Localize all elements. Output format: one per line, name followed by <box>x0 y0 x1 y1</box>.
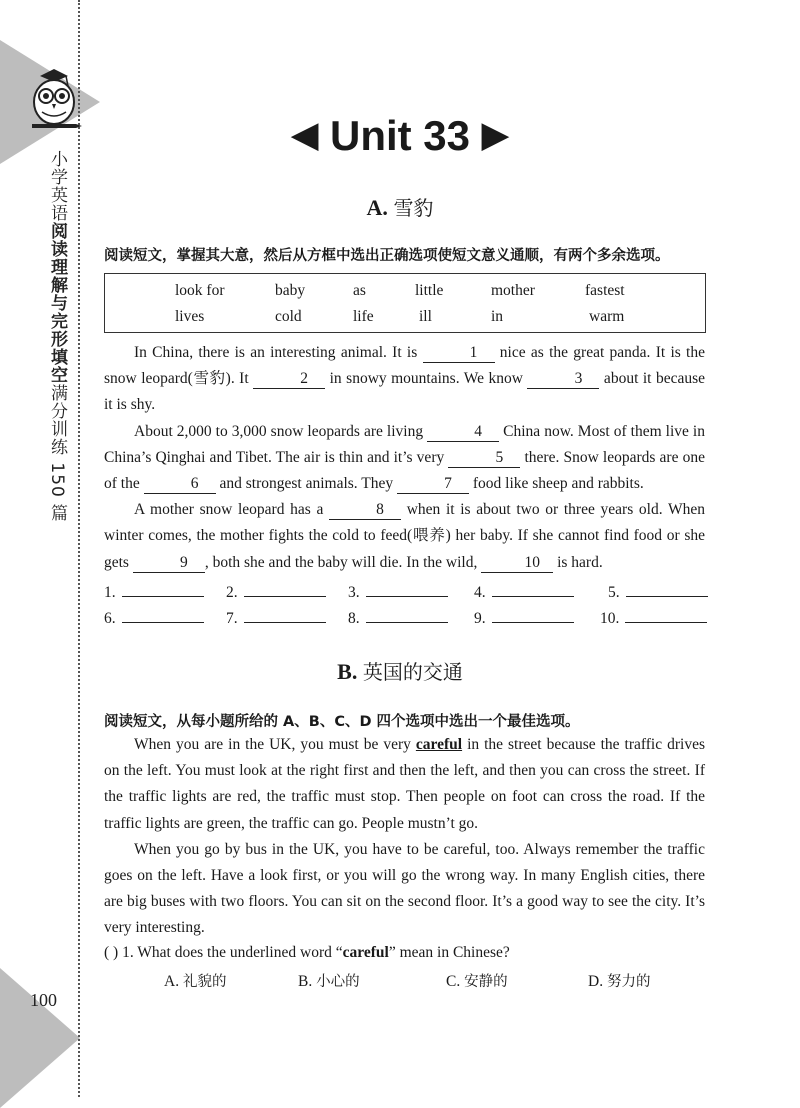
answer-slot[interactable]: 1. <box>104 580 204 602</box>
word-option: cold <box>275 308 302 325</box>
word-box-row <box>105 282 705 304</box>
unit-title <box>0 112 800 160</box>
word-option: in <box>491 308 504 325</box>
word-option: life <box>353 308 374 325</box>
section-a-heading: A. 雪豹 <box>366 195 434 220</box>
answer-slot[interactable]: 8. <box>348 606 448 628</box>
passage-paragraph: When you go by bus in the UK, you have to be careful, too. Always remember the traffic goes on the left. Have a look first, or you will go the wrong way. In many English cities, there are big buses with two floors. You can sit on the second floor. It’s a good way to see the city. It’s very interesting. <box>104 840 705 937</box>
section-a-passage <box>104 340 705 576</box>
section-b-heading: B. 英国的交通 <box>337 659 463 684</box>
word-option: look for <box>175 282 225 299</box>
answer-slot[interactable]: 7. <box>226 606 326 628</box>
blank-9: 9 <box>133 554 205 573</box>
blank-6: 6 <box>144 475 216 494</box>
option-c[interactable]: C. 安静的 <box>446 973 508 990</box>
answer-slot[interactable]: 9. <box>474 606 574 628</box>
passage-paragraph: About 2,000 to 3,000 snow leopards are living 4 China now. Most of them live in China’s Qinghai and Tibet. The air is thin and it’s very 5 there. Snow leopards are one of the 6 and strongest animals. They 7 food like sheep and rabbits. <box>104 422 705 493</box>
left-triangle-icon: ◀ <box>291 116 318 154</box>
section-b-passage <box>104 732 705 942</box>
blank-4: 4 <box>427 423 499 442</box>
answer-row <box>104 606 705 630</box>
blank-1: 1 <box>423 344 495 363</box>
option-a[interactable]: A. 礼貌的 <box>164 973 227 990</box>
page-number: 100 <box>30 990 57 1010</box>
unit-title-text: Unit 33 <box>329 112 471 159</box>
question-1-options <box>104 970 705 994</box>
word-option: mother <box>491 282 535 299</box>
section-b-instruction: 阅读短文，从每小题所给的 A、B、C、D 四个选项中选出一个最佳选项。 <box>104 714 580 730</box>
corner-triangle-bottom <box>0 968 80 1108</box>
answer-slot[interactable]: 2. <box>226 580 326 602</box>
word-option: little <box>415 282 444 299</box>
word-option: as <box>353 282 366 299</box>
passage-paragraph: A mother snow leopard has a 8 when it is about two or three years old. When winter comes, the mother fights the cold to feed(喂养) her baby. If she cannot find food or she gets 9 , both she and the baby will die. In the wild, 10 is hard. <box>104 501 705 571</box>
blank-8: 8 <box>329 501 401 520</box>
option-d[interactable]: D. 努力的 <box>588 973 651 990</box>
answer-slot[interactable]: 5. <box>608 580 708 602</box>
word-option: ill <box>419 308 432 325</box>
word-option: lives <box>175 308 205 325</box>
underlined-keyword: careful <box>415 736 463 753</box>
word-box-row <box>105 308 705 330</box>
blank-5: 5 <box>448 449 520 468</box>
answer-slot[interactable]: 10. <box>600 606 707 628</box>
word-box <box>104 273 706 333</box>
answer-slot[interactable]: 6. <box>104 606 204 628</box>
right-triangle-icon: ▶ <box>482 116 509 154</box>
blank-7: 7 <box>397 475 469 494</box>
word-option: warm <box>589 308 625 325</box>
blank-3: 3 <box>527 370 599 389</box>
blank-2: 2 <box>253 370 325 389</box>
book-title-vertical: 小学英语阅读理解与完形填空满分训练 150 篇 <box>47 150 67 523</box>
section-a-instruction: 阅读短文，掌握其大意，然后从方框中选出正确选项使短文意义通顺，有两个多余选项。 <box>104 248 670 264</box>
dotted-cut-line <box>78 0 80 1097</box>
answer-row <box>104 580 705 604</box>
passage-paragraph: In China, there is an interesting animal. It is 1 nice as the great panda. It is the snow leopard(雪豹). It 2 in snowy mountains. We know 3 about it because it is shy. <box>104 344 705 414</box>
option-b[interactable]: B. 小心的 <box>298 973 360 990</box>
blank-10: 10 <box>481 554 553 573</box>
answer-slot[interactable]: 4. <box>474 580 574 602</box>
answer-slot[interactable]: 3. <box>348 580 448 602</box>
margin-strip <box>0 0 80 1097</box>
passage-paragraph: When you are in the UK, you must be very careful in the street because the traffic drives on the left. You must look at the right first and then the left, and then you can cross the street. If the traffic lights are red, the traffic must stop. Then people on foot can cross the road. If the traffic lights are green, the traffic can go. People mustn’t go. <box>104 736 705 832</box>
question-1: ( ) 1. What does the underlined word “careful” mean in Chinese? <box>104 944 510 961</box>
word-option: baby <box>275 282 306 299</box>
word-option: fastest <box>585 282 625 299</box>
answer-paren[interactable]: ( ) <box>104 944 119 961</box>
